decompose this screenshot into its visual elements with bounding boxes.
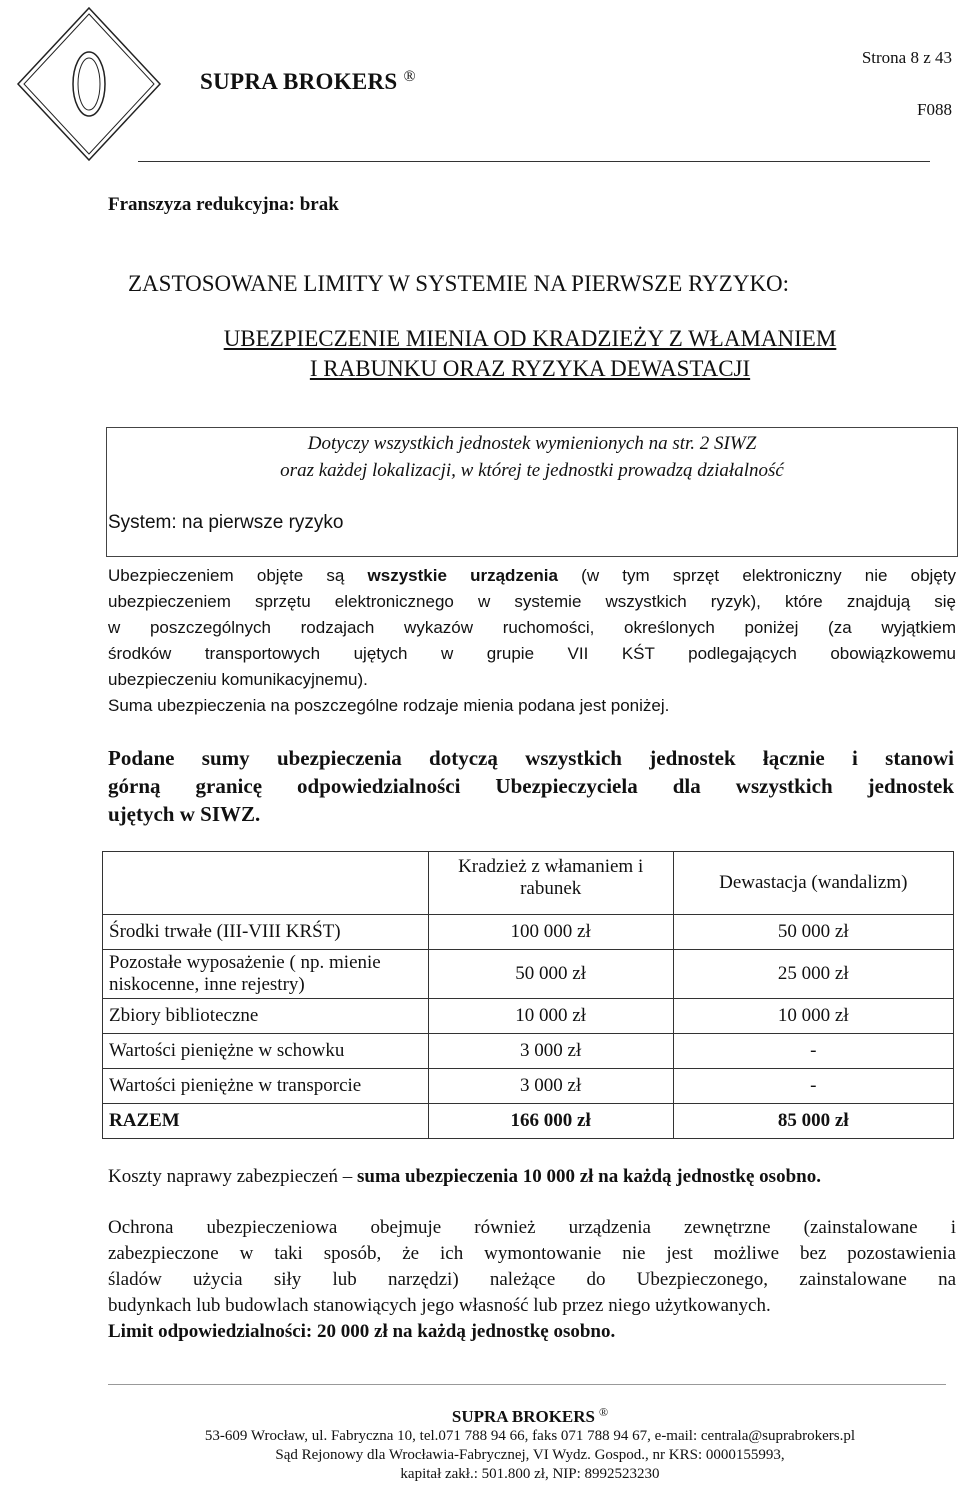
- coverage-line1: Ubezpieczeniem objęte są wszystkie urządzenia (w tym sprzęt elektroniczny nie objęty: [108, 566, 956, 585]
- table-row: [103, 950, 954, 999]
- table-cell: -: [673, 1034, 953, 1069]
- limits-title: ZASTOSOWANE LIMITY W SYSTEMIE NA PIERWSZE RYZYKO:: [128, 271, 790, 296]
- footer-address: 53-609 Wrocław, ul. Fabryczna 10, tel.071 788 94 66, faks 071 788 94 67, e-mail: centrala@suprabrokers.pl: [204, 1428, 856, 1444]
- table-cell: Wartości pieniężne w schowku: [103, 1034, 429, 1069]
- sums-note-line1: Podane sumy ubezpieczenia dotyczą wszystkich jednostek łącznie i stanowi: [108, 746, 954, 770]
- table-cell: 10 000 zł: [673, 999, 953, 1034]
- table-cell: 10 000 zł: [428, 999, 673, 1034]
- sums-table: [102, 851, 954, 1139]
- table-cell: Środki trwałe (III-VIII KRŚT): [103, 915, 429, 950]
- sums-note-line3: ujętych w SIWZ.: [108, 802, 261, 826]
- table-total-row: [103, 1104, 954, 1139]
- table-cell: Zbiory biblioteczne: [103, 999, 429, 1034]
- scope-line1: Dotyczy wszystkich jednostek wymienionych na str. 2 SIWZ: [307, 433, 757, 454]
- liability-limit: Limit odpowiedzialności: 20 000 zł na każdą jednostkę osobno.: [108, 1321, 616, 1342]
- coverage-line2: ubezpieczeniem sprzętu elektronicznego w systemie wszystkich ryzyk), które znajdują się: [108, 592, 956, 611]
- external-line4: budynkach lub budowlach stanowiących jego własność lub przez niego użytkowanych.: [108, 1295, 771, 1316]
- coverage-line3: w poszczególnych rodzajach wykazów ruchomości, określonych poniżej (za wyjątkiem: [108, 618, 956, 637]
- table-cell: 50 000 zł: [428, 950, 673, 999]
- table-cell: RAZEM: [103, 1104, 429, 1139]
- external-devices-paragraph: [108, 1215, 956, 1345]
- coverage-paragraph: [108, 563, 956, 719]
- external-line3: śladów użycia siły lub narzędzi) należące do Ubezpieczonego, zainstalowane na: [108, 1269, 956, 1290]
- table-header-cell: [103, 852, 429, 915]
- table-cell: 25 000 zł: [673, 950, 953, 999]
- diamond-logo-icon: [14, 4, 164, 164]
- sums-note: [108, 744, 954, 828]
- registered-mark: ®: [403, 68, 416, 85]
- brand-name: SUPRA BROKERS ®: [200, 68, 416, 94]
- footer-court: Sąd Rejonowy dla Wrocławia-Fabrycznej, VI Wydz. Gospod., nr KRS: 0000155993,: [275, 1447, 785, 1463]
- table-row: [103, 1034, 954, 1069]
- sums-note-line2: górną granicę odpowiedzialności Ubezpieczyciela dla wszystkich jednostek: [108, 774, 954, 798]
- table-row: [103, 999, 954, 1034]
- table-cell: 3 000 zł: [428, 1034, 673, 1069]
- table-cell: 3 000 zł: [428, 1069, 673, 1104]
- form-code: F088: [917, 100, 952, 119]
- table-row: [103, 1069, 954, 1104]
- table-header-cell: Dewastacja (wandalizm): [673, 852, 953, 915]
- table-header-cell: Kradzież z włamaniem i rabunek: [428, 852, 673, 915]
- external-line1: Ochrona ubezpieczeniowa obejmuje również urządzenia zewnętrzne (zainstalowane i: [108, 1217, 956, 1238]
- footer-brand: SUPRA BROKERS ®: [451, 1405, 609, 1426]
- footer-divider: [108, 1384, 946, 1385]
- scope-line2: oraz każdej lokalizacji, w której te jednostki prowadzą działalność: [280, 460, 784, 481]
- table-cell: -: [673, 1069, 953, 1104]
- table-header-row: [103, 852, 954, 915]
- table-cell: 50 000 zł: [673, 915, 953, 950]
- franchise-heading: Franszyza redukcyjna: brak: [108, 194, 339, 215]
- section-title-line1: UBEZPIECZENIE MIENIA OD KRADZIEŻY Z WŁAMANIEM: [223, 326, 837, 351]
- coverage-line5: ubezpieczeniu komunikacyjnemu).: [108, 670, 368, 689]
- table-cell: 85 000 zł: [673, 1104, 953, 1139]
- footer-capital: kapitał zakł.: 501.800 zł, NIP: 8992523230: [400, 1466, 660, 1482]
- coverage-line4: środków transportowych ujętych w grupie VII KŚT podlegających obowiązkowemu: [108, 644, 956, 663]
- coverage-line6: Suma ubezpieczenia na poszczególne rodzaje mienia podana jest poniżej.: [108, 696, 670, 715]
- table-row: [103, 915, 954, 950]
- repair-costs: Koszty naprawy zabezpieczeń – suma ubezpieczenia 10 000 zł na każdą jednostkę osobno.: [108, 1166, 821, 1187]
- page-number: Strona 8 z 43: [861, 48, 952, 67]
- section-title-line2: I RABUNKU ORAZ RYZYKA DEWASTACJI: [309, 356, 751, 381]
- header-divider: [138, 161, 930, 162]
- system-label: System: na pierwsze ryzyko: [108, 512, 344, 533]
- external-line2: zabezpieczone w taki sposób, że ich wymontowanie nie jest możliwe bez pozostawienia: [108, 1243, 956, 1264]
- table-cell: 100 000 zł: [428, 915, 673, 950]
- table-cell: Pozostałe wyposażenie ( np. mienie niskocenne, inne rejestry): [103, 950, 429, 999]
- table-cell: Wartości pieniężne w transporcie: [103, 1069, 429, 1104]
- table-cell: 166 000 zł: [428, 1104, 673, 1139]
